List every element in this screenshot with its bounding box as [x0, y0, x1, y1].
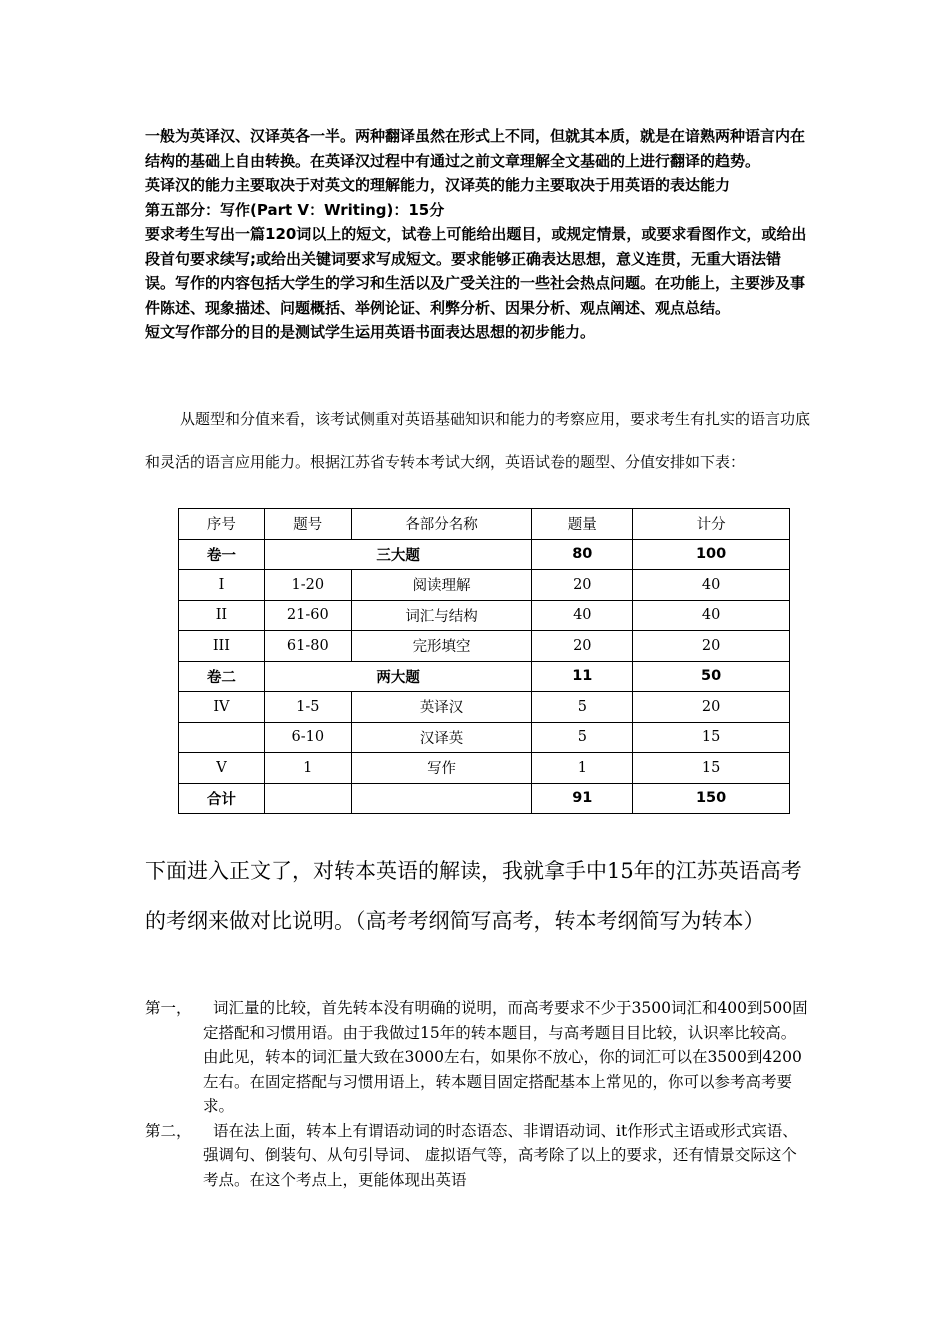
number-cell: III — [179, 631, 265, 662]
table-row — [179, 722, 790, 753]
score-cell: 100 — [633, 539, 790, 570]
intro-line-translation: 一般为英译汉、汉译英各一半。两种翻译虽然在形式上不同，但就其本质，就是在谙熟两种语言内在结构的基础上自由转换。在英译汉过程中有通过之前文章理解全文基础的上进行翻译的趋势。 — [145, 127, 806, 170]
header-cell: 题号 — [264, 509, 351, 540]
score-cell: 20 — [633, 631, 790, 662]
name-cell: 完形填空 — [351, 631, 532, 662]
range-cell: 6-10 — [264, 722, 351, 753]
list-item — [145, 1119, 810, 1193]
section-name: 三大题 — [264, 539, 532, 570]
intro-line-writing-requirements: 要求考生写出一篇120词以上的短文，试卷上可能给出题目，或规定情景，或要求看图作文，或给出段首句要求续写;或给出关键词要求写成短文。要求能够正确表达思想，意义连贯，无重大语法错误。写作的内容包括大学生的学习和生活以及广受关注的一些社会热点问题。在功能上，主要涉及事件陈述、现象描述、问题概括、举例论证、利弊分析、因果分析、观点阐述、观点总结。 — [145, 225, 807, 317]
score-distribution-table — [178, 508, 790, 814]
name-cell — [351, 783, 532, 814]
table-row — [179, 631, 790, 662]
table-total-row — [179, 783, 790, 814]
intro-line-writing-purpose: 短文写作部分的目的是测试学生运用英语书面表达思想的初步能力。 — [145, 323, 596, 341]
header-cell: 序号 — [179, 509, 265, 540]
header-cell: 各部分名称 — [351, 509, 532, 540]
range-cell: 61-80 — [264, 631, 351, 662]
range-cell: 21-60 — [264, 600, 351, 631]
count-cell: 20 — [532, 631, 633, 662]
count-cell: 11 — [532, 661, 633, 692]
count-cell: 80 — [532, 539, 633, 570]
item-text: 词汇量的比较，首先转本没有明确的说明，而高考要求不少于3500词汇和400到500固定搭配和习惯用语。由于我做过15年的转本题目，与高考题目目比较，认识率比较高。由此见，转本的词汇量大致在3000左右，如果你不放心，你的词汇可以在3500到4200左右。在固定搭配与习惯用语上，转本题目固定搭配基本上常见的，你可以参考高考要求。 — [203, 999, 808, 1115]
number-cell: I — [179, 570, 265, 601]
score-cell: 20 — [633, 692, 790, 723]
exam-overview-paragraph: 从题型和分值来看，该考试侧重对英语基础知识和能力的考察应用，要求考生有扎实的语言功底和灵活的语言应用能力。根据江苏省专转本考试大纲，英语试卷的题型、分值安排如下表： — [145, 410, 811, 471]
list-item — [145, 996, 810, 1119]
score-cell: 40 — [633, 600, 790, 631]
count-cell: 1 — [532, 753, 633, 784]
range-cell: 1-5 — [264, 692, 351, 723]
intro-bold-text — [145, 124, 810, 345]
main-text-intro-paragraph: 下面进入正文了，对转本英语的解读，我就拿手中15年的江苏英语高考的考纲来做对比说明。（高考考纲简写高考，转本考纲简写为转本） — [145, 859, 802, 933]
name-cell: 汉译英 — [351, 722, 532, 753]
range-cell: 1 — [264, 753, 351, 784]
item-text: 语在法上面，转本上有谓语动词的时态语态、非谓语动词、it作形式主语或形式宾语、强调句、倒装句、从句引导词、 虚拟语气等，高考除了以上的要求，还有情景交际这个考点。在这个考点上，更能体现出英语 — [203, 1121, 798, 1189]
count-cell: 20 — [532, 570, 633, 601]
table-row — [179, 753, 790, 784]
intro-line-translation-ability: 英译汉的能力主要取决于对英文的理解能力，汉译英的能力主要取决于用英语的表达能力 — [145, 176, 731, 194]
number-cell: II — [179, 600, 265, 631]
table-section-row — [179, 539, 790, 570]
table-row — [179, 570, 790, 601]
section-name: 两大题 — [264, 661, 532, 692]
name-cell: 阅读理解 — [351, 570, 532, 601]
comparison-list — [145, 996, 810, 1192]
table-row — [179, 692, 790, 723]
header-cell: 计分 — [633, 509, 790, 540]
count-cell: 40 — [532, 600, 633, 631]
count-cell: 91 — [532, 783, 633, 814]
score-cell: 15 — [633, 722, 790, 753]
number-cell — [179, 722, 265, 753]
name-cell: 写作 — [351, 753, 532, 784]
intro-line-writing-heading: 第五部分：写作(Part Ⅴ：Writing)：15分 — [145, 200, 445, 219]
name-cell: 英译汉 — [351, 692, 532, 723]
table-header-row — [179, 509, 790, 540]
number-cell: V — [179, 753, 265, 784]
item-label: 第二， — [145, 1121, 192, 1140]
score-cell: 40 — [633, 570, 790, 601]
header-cell: 题量 — [532, 509, 633, 540]
total-label: 合计 — [179, 783, 265, 814]
table-section-row — [179, 661, 790, 692]
number-cell: IV — [179, 692, 265, 723]
score-cell: 150 — [633, 783, 790, 814]
table-row — [179, 600, 790, 631]
score-cell: 15 — [633, 753, 790, 784]
item-label: 第一， — [145, 999, 192, 1017]
range-cell — [264, 783, 351, 814]
name-cell: 词汇与结构 — [351, 600, 532, 631]
section-label: 卷二 — [179, 661, 265, 692]
score-cell: 50 — [633, 661, 790, 692]
section-label: 卷一 — [179, 539, 265, 570]
count-cell: 5 — [532, 692, 633, 723]
range-cell: 1-20 — [264, 570, 351, 601]
count-cell: 5 — [532, 722, 633, 753]
